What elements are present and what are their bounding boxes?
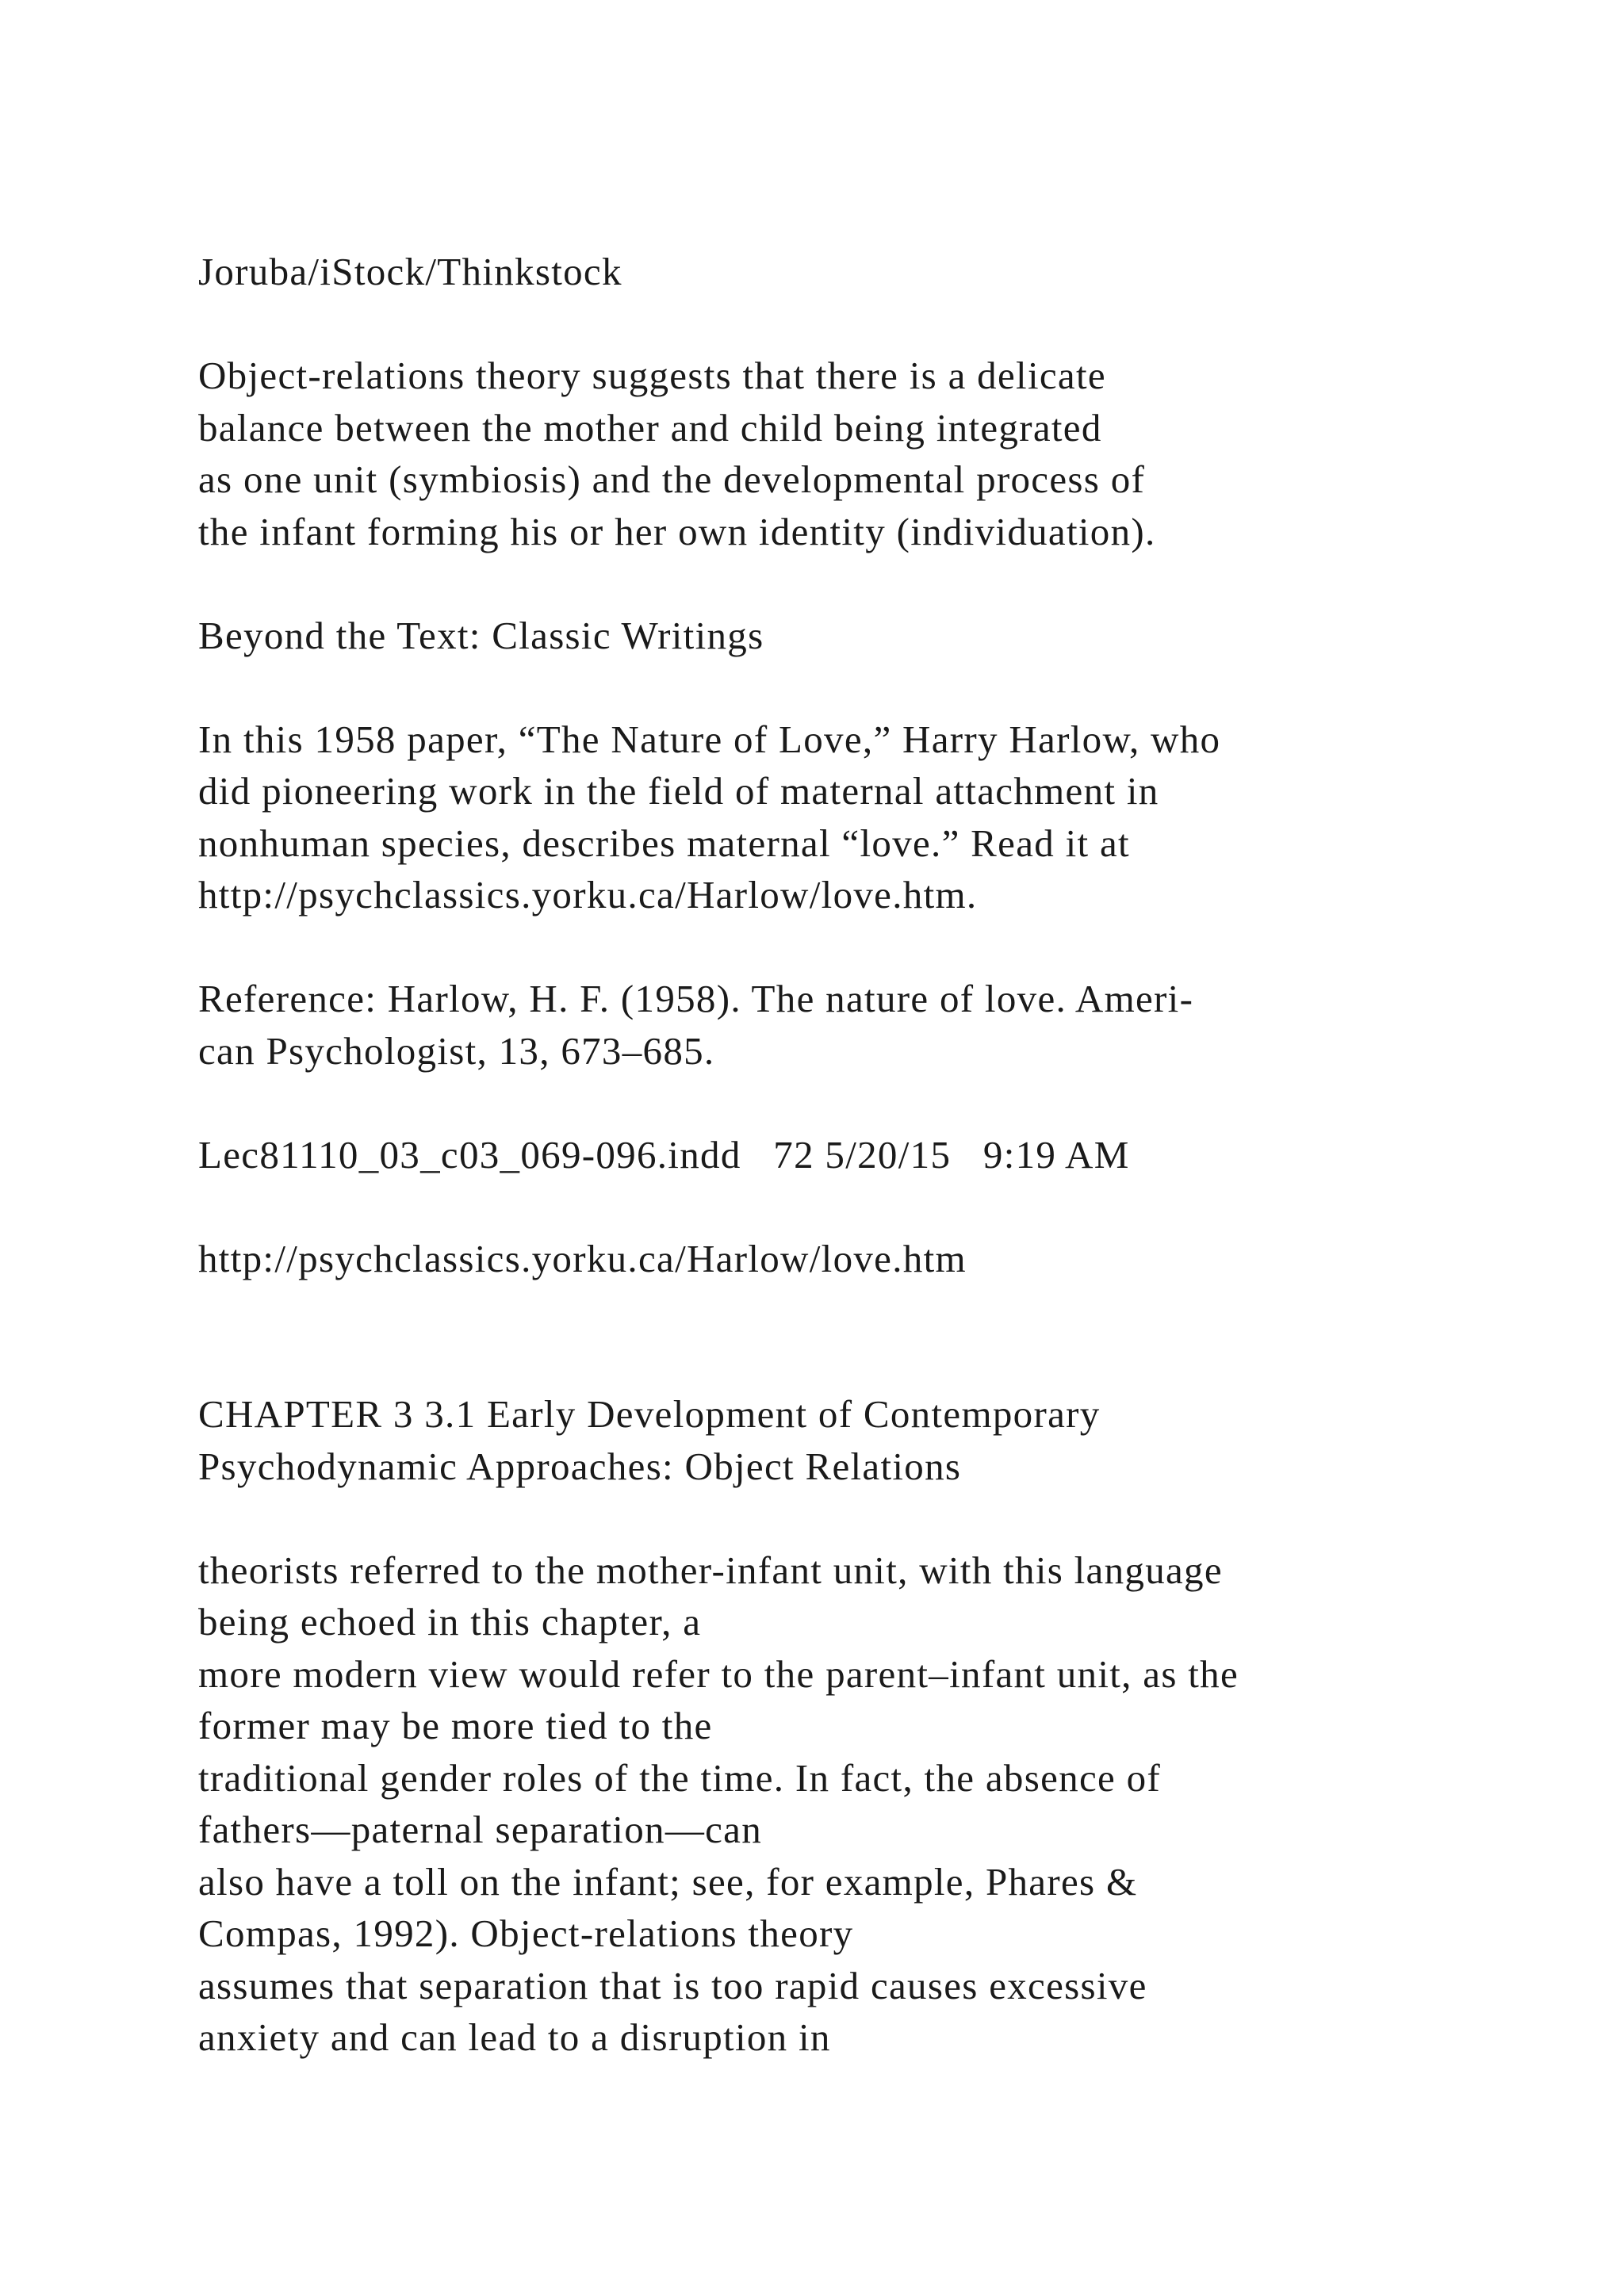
spacer [198,661,1546,714]
running-head-line: Psychodynamic Approaches: Object Relations [198,1444,962,1488]
reference-line: Reference: Harlow, H. F. (1958). The nature of love. Ameri- [198,977,1194,1020]
caption-line: the infant forming his or her own identity (individuation). [198,509,1156,553]
caption-line: balance between the mother and child being integrated [198,405,1102,450]
spacer [198,557,1546,610]
caption-line: as one unit (symbiosis) and the developmental process of [198,457,1146,501]
body-line: Compas, 1992). Object-relations theory [198,1911,854,1955]
body-line: being echoed in this chapter, a [198,1600,702,1644]
body-line: fathers—paternal separation—can [198,1808,763,1851]
body-line: anxiety and can lead to a disruption in [198,2015,831,2059]
sidebar-body-line: In this 1958 paper, “The Nature of Love,” Harry Harlow, who [198,717,1221,761]
spacer [198,1492,1546,1544]
body-line: traditional gender roles of the time. In fact, the absence of [198,1755,1162,1800]
body-line: theorists referred to the mother-infant unit, with this language [198,1548,1223,1592]
body-line: former may be more tied to the [198,1704,713,1747]
spacer [198,1181,1546,1233]
spacer [198,921,1546,974]
sidebar-heading: Beyond the Text: Classic Writings [198,613,764,657]
running-head-line: CHAPTER 3 3.1 Early Development of Contemporary [198,1392,1101,1436]
body-text [198,1544,1546,2064]
link-url: http://psychclassics.yorku.ca/Harlow/love.htm [198,1236,967,1280]
body-line: assumes that separation that is too rapid causes excessive [198,1963,1147,2007]
sidebar-body-line: nonhuman species, describes maternal “love.” Read it at [198,821,1130,865]
body-line: also have a toll on the infant; see, for example, Phares & [198,1859,1138,1904]
running-head [198,1388,1546,1492]
file-stamp: Lec81110_03_c03_069-096.indd 72 5/20/15 9:19 AM [198,1132,1130,1177]
photo-credit: Joruba/iStock/Thinkstock [198,250,622,293]
document-page [198,246,1546,2064]
spacer [198,1284,1546,1388]
caption-line: Object-relations theory suggests that there is a delicate [198,354,1106,397]
body-line: more modern view would refer to the parent–infant unit, as the [198,1651,1239,1696]
reference-line: can Psychologist, 13, 673–685. [198,1028,715,1073]
spacer [198,1077,1546,1129]
photo-caption [198,350,1546,557]
spacer [198,298,1546,350]
sidebar-box [198,610,1546,1077]
sidebar-body-line: did pioneering work in the field of maternal attachment in [198,769,1159,813]
sidebar-link-line: http://psychclassics.yorku.ca/Harlow/love.htm. [198,873,978,916]
